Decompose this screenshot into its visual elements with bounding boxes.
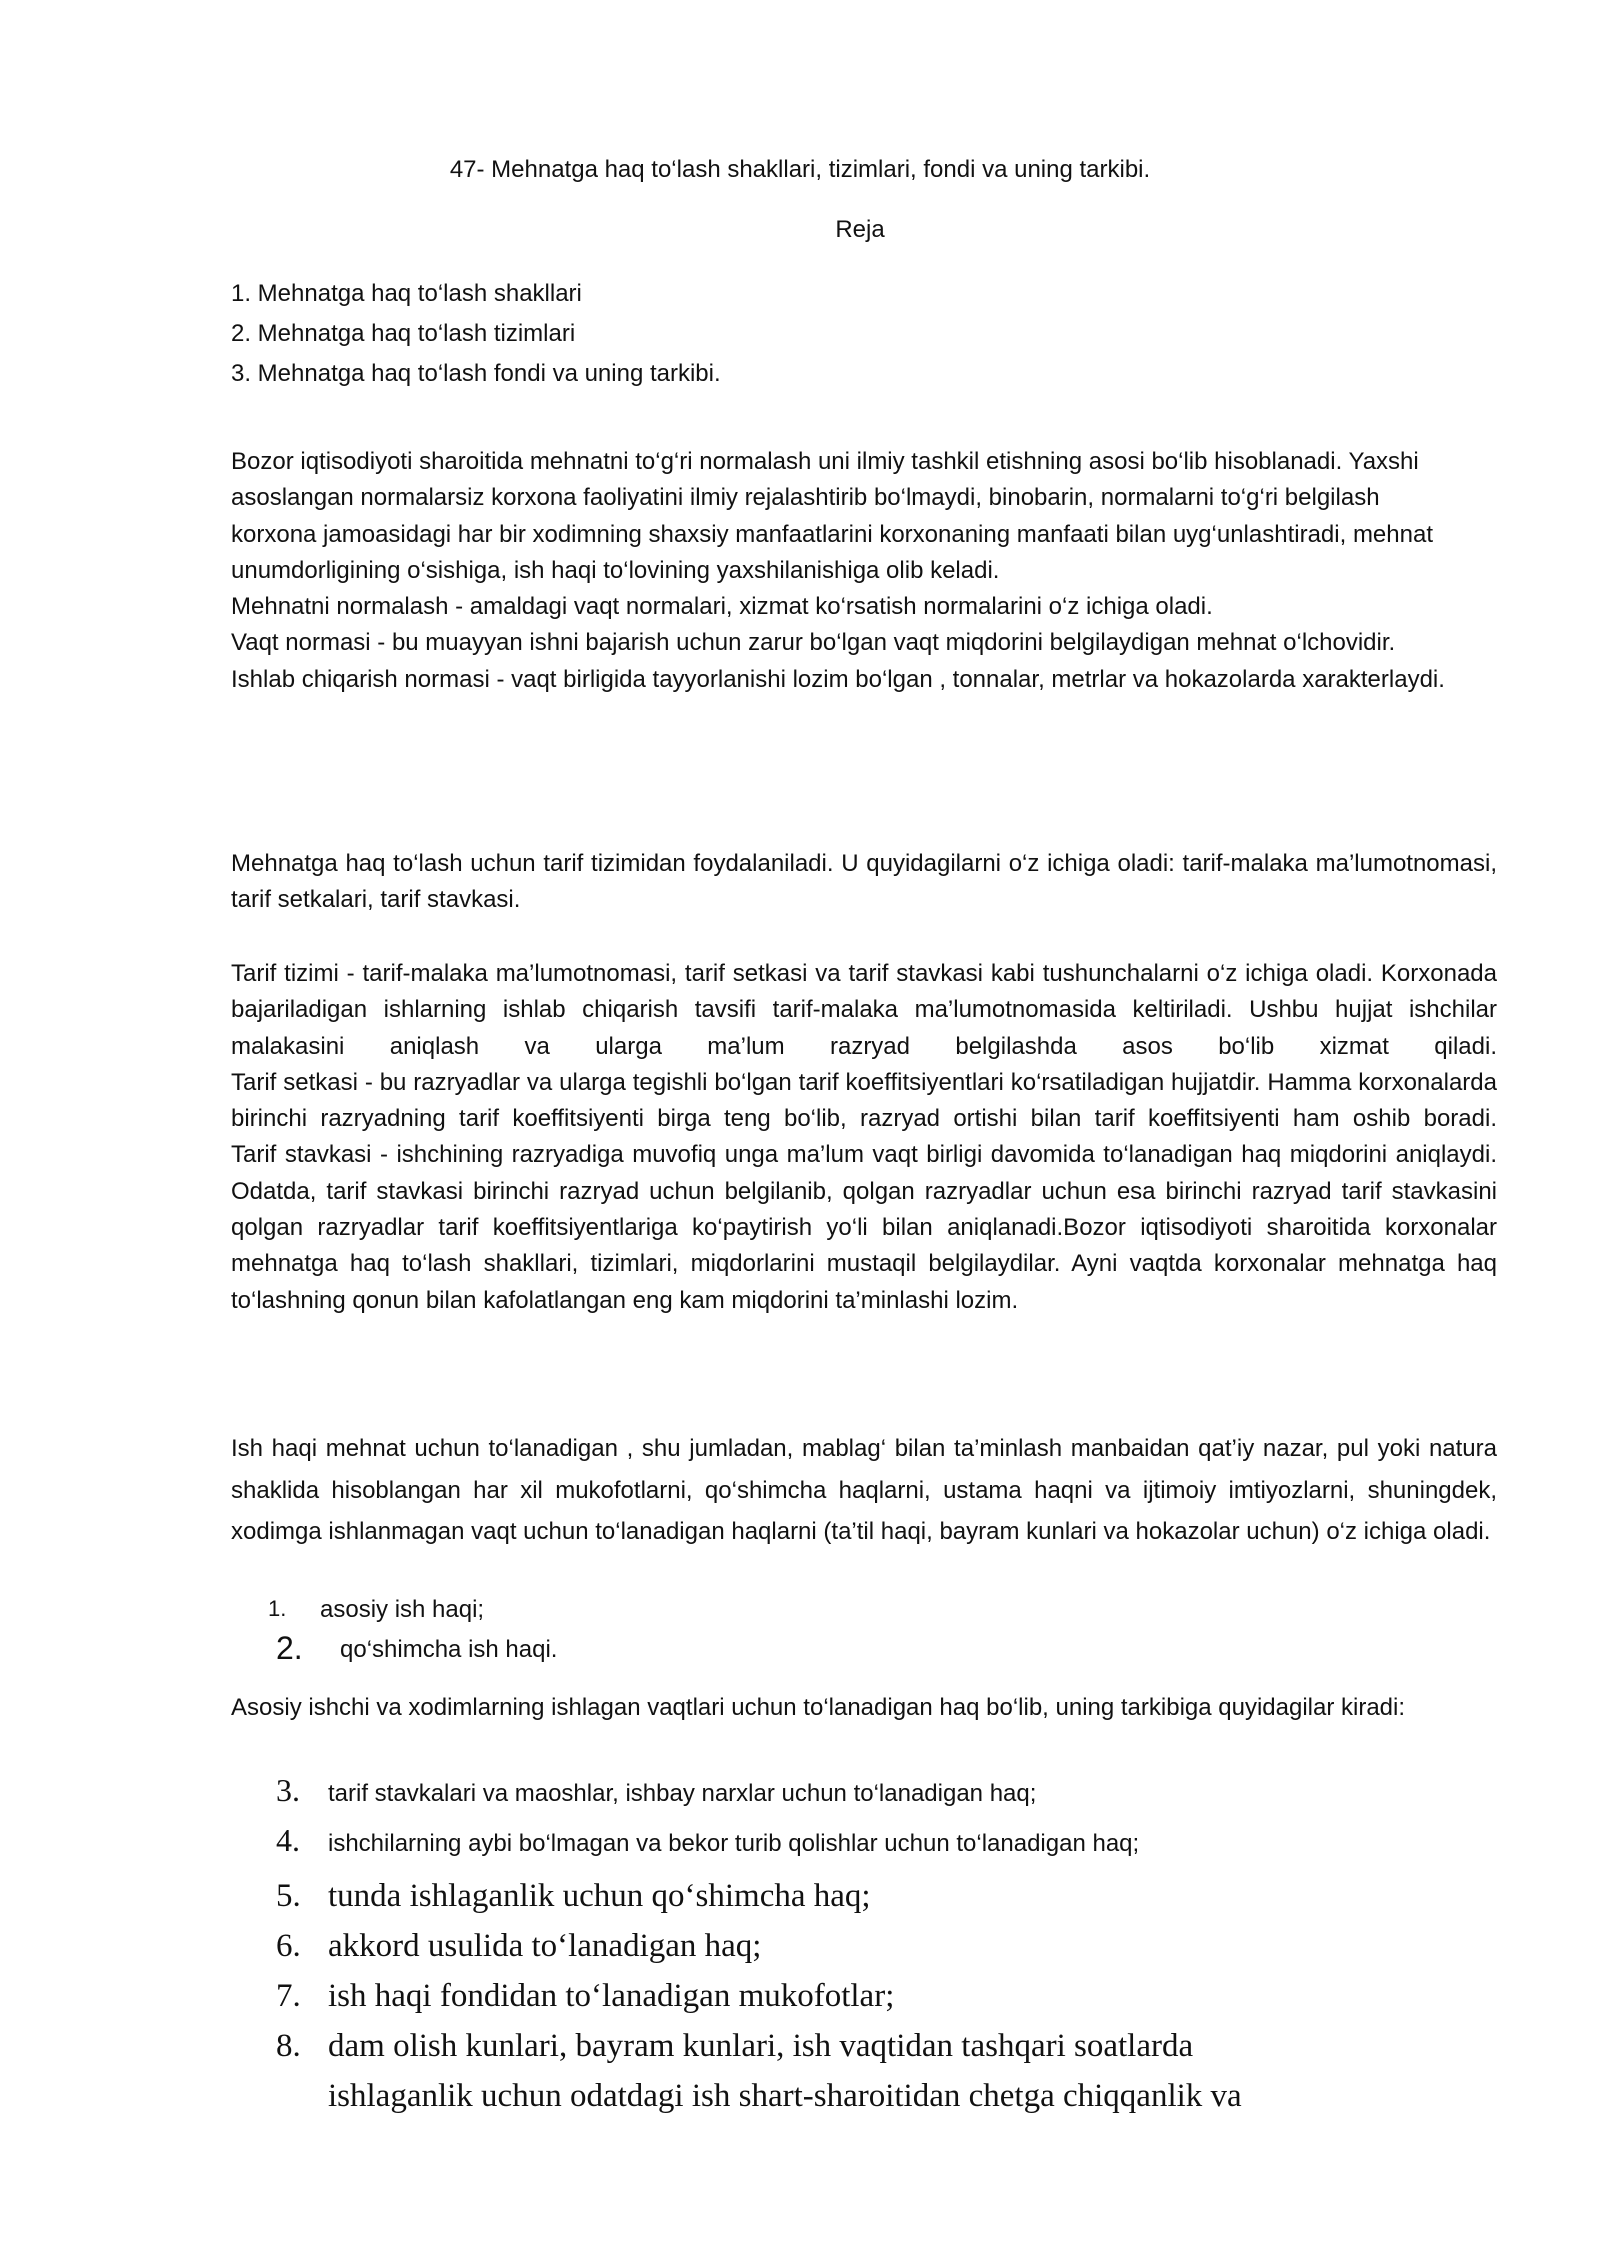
plan-item: 3. Mehnatga haq to‘lash fondi va uning tarkibi. [231,360,721,387]
document-title: 47- Mehnatga haq to‘lash shakllari, tizimlari, fondi va uning tarkibi. [449,156,1151,183]
list-number: 8. [276,2028,301,2064]
list-text: tarif stavkalari va maoshlar, ishbay narxlar uchun to‘lanadigan haq; [328,1780,1037,1807]
list-number: 2. [276,1630,303,1666]
plan-item: 1. Mehnatga haq to‘lash shakllari [231,280,582,307]
plan-list [231,274,721,394]
definition-production-norm: Ishlab chiqarish normasi - vaqt birligida tayyorlanishi lozim bo‘lgan , tonnalar, metrlar va hokazolarda xarakterlaydi. [231,665,1445,693]
wage-definition-paragraph: Ish haqi mehnat uchun to‘lanadigan , shu jumladan, mablag‘ bilan ta’minlash manbaidan qat’iy nazar, pul yoki natura shaklida hisoblangan har xil mukofotlarni, qo‘shimcha haqlarni, ustama haqni va ijtimoiy imtiyozlarni, shuningdek, xodimga ishlanmagan vaqt uchun to‘lanadigan haqlarni (ta’til haqi, bayram kunlari va hokazolar uchun) o‘z ichiga oladi. [231,1435,1497,1545]
tariff-system-paragraph: Tarif tizimi - tarif-malaka ma’lumotnomasi, tarif setkasi va tarif stavkasi kabi tushunchalarni o‘z ichiga oladi. Korxonada bajariladigan ishlarning ishlab chiqarish tavsifi tarif-malaka ma’lumotnomasida keltiriladi. Ushbu hujjat ishchilar malakasini aniqlash va ularga ma’lum razryad belgilashda asos bo‘lib xizmat qiladi. [231,960,1497,1060]
list-text-continued: ishlaganlik uchun odatdagi ish shart-sharoitidan chetga chiqqanlik va [328,2078,1242,2114]
basic-wage-section [231,1690,1497,1726]
list-text: tunda ishlaganlik uchun qo‘shimcha haq; [328,1878,871,1914]
list-text: ishchilarning aybi bo‘lmagan va bekor turib qolishlar uchun to‘lanadigan haq; [328,1830,1140,1857]
intro-paragraph: Bozor iqtisodiyoti sharoitida mehnatni to‘g‘ri normalash uni ilmiy tashkil etishning asosi bo‘lib hisoblanadi. Yaxshi asoslangan normalarsiz korxona faoliyatini ilmiy rejalashtirib bo‘lmaydi, binobarin, normalarni to‘g‘ri belgilash korxona jamoasidagi har bir xodimning shaxsiy manfaatlarini korxonaning manfaati bilan uyg‘unlashtiradi, mehnat unumdorligining o‘sishiga, ish haqi to‘lovining yaxshilanishiga olib keladi. [231,448,1433,584]
list-number: 7. [276,1978,301,2014]
tariff-intro-paragraph: Mehnatga haq to‘lash uchun tarif tizimidan foydalaniladi. U quyidagilarni o‘z ichiga oladi: tarif-malaka ma’lumotnomasi, tarif setkalari, tarif stavkasi. [231,850,1497,914]
list-text: qo‘shimcha ish haqi. [340,1636,558,1663]
plan-heading: Reja [835,216,885,243]
tariff-intro-section [231,846,1497,919]
definition-normalization: Mehnatni normalash - amaldagi vaqt normalari, xizmat ko‘rsatish normalarini o‘z ichiga oladi. [231,593,1213,621]
tariff-setka-paragraph: Tarif setkasi - bu razryadlar va ularga tegishli bo‘lgan tarif koeffitsiyentlari ko‘rsatiladigan hujjatdir. Hamma korxonalarda birinchi razryadning tarif koeffitsiyenti birga teng bo‘lib, razryad ortishi bilan tarif koeffitsiyenti ham oshib boradi. [231,1068,1497,1133]
list-text: asosiy ish haqi; [320,1596,485,1623]
intro-section [231,444,1471,698]
tariff-stavka-paragraph: Tarif stavkasi - ishchining razryadiga muvofiq unga ma’lum vaqt birligi davomida to‘lanadigan haq miqdorini aniqlaydi. Odatda, tarif stavkasi birinchi razryad uchun belgilanib, qolgan razryadlar uchun esa birinchi razryad tarif stavkasini qolgan razryadlar tarif koeffitsiyentlariga ko‘paytirish yo‘li bilan aniqlanadi.Bozor iqtisodiyoti sharoitida korxonalar mehnatga haq to‘lash shakllari, tizimlari, miqdorlarini mustaqil belgilaydilar. Ayni vaqtda korxonalar mehnatga haq to‘lashning qonun bilan kafolatlangan eng kam miqdorini ta’minlashi lozim. [231,1141,1497,1314]
plan-item: 2. Mehnatga haq to‘lash tizimlari [231,320,576,347]
list-number: 4. [276,1822,300,1858]
tariff-system-section [231,956,1497,1319]
list-number: 5. [276,1878,301,1914]
list-text: akkord usulida to‘lanadigan haq; [328,1928,762,1964]
basic-wage-paragraph: Asosiy ishchi va xodimlarning ishlagan vaqtlari uchun to‘lanadigan haq bo‘lib, uning tarkibiga quyidagilar kiradi: [231,1694,1406,1721]
definition-time-norm: Vaqt normasi - bu muayyan ishni bajarish uchun zarur bo‘lgan vaqt miqdorini belgilaydigan mehnat o‘lchovidir. [231,629,1396,657]
list-number: 6. [276,1928,301,1964]
list-text: ish haqi fondidan to‘lanadigan mukofotlar; [328,1978,895,2014]
list-number: 1. [268,1596,287,1621]
wage-definition-section [231,1428,1497,1553]
list-text: dam olish kunlari, bayram kunlari, ish vaqtidan tashqari soatlarda [328,2028,1194,2064]
list-number: 3. [276,1772,300,1808]
